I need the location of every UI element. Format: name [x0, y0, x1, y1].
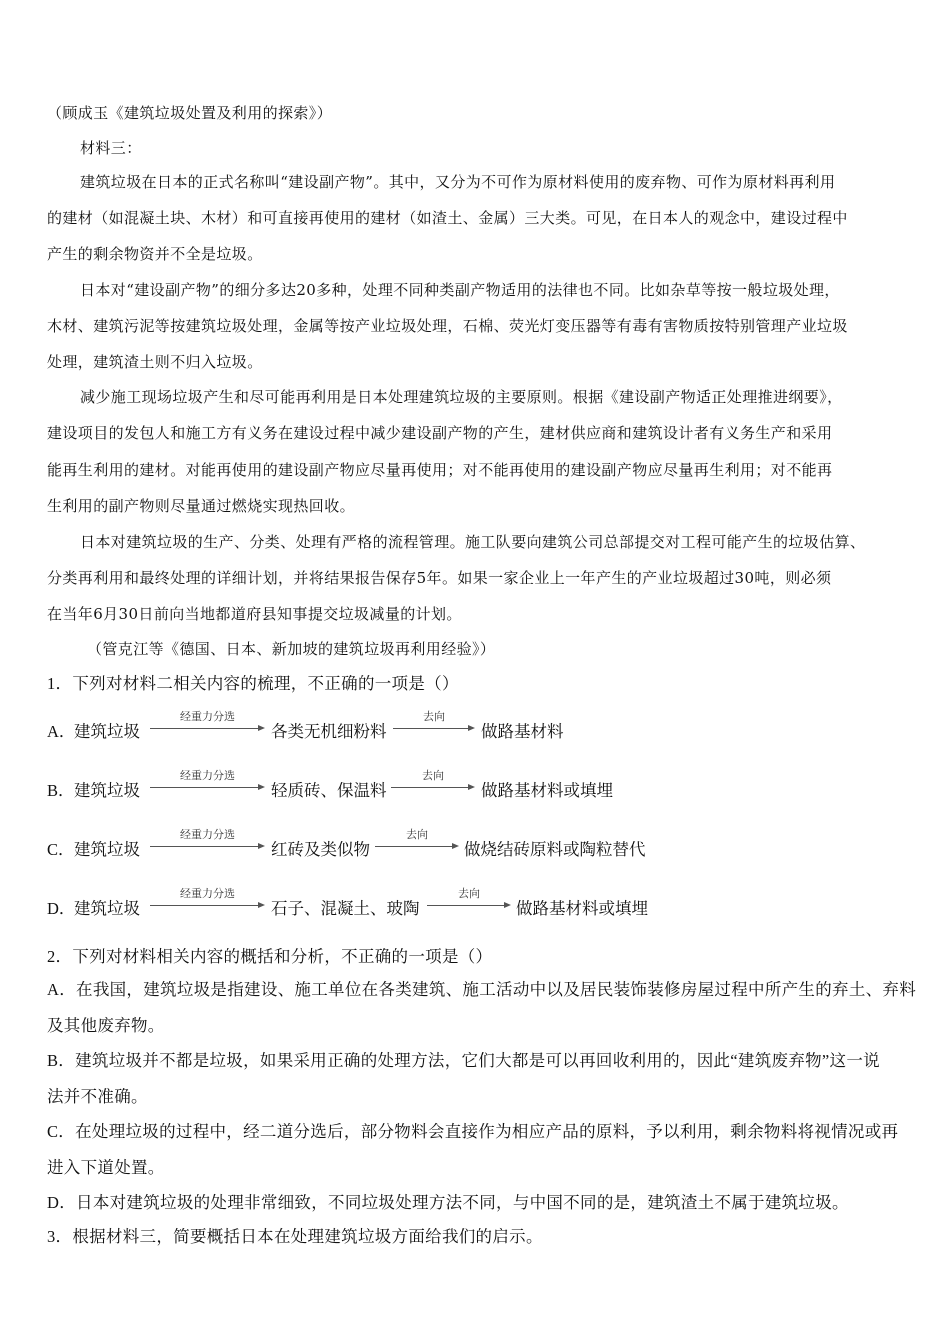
- q2-option-c[interactable]: C．在处理垃圾的过程中，经二道分选后，部分物料会直接作为相应产品的原料，予以利用，剩余物料将视情况或再: [47, 1122, 899, 1141]
- flow-arrow: [393, 708, 475, 738]
- q2-option-c-cont[interactable]: 进入下道处置。: [47, 1158, 165, 1177]
- paragraph-line: 建筑垃圾在日本的正式名称叫“建设副产物”。其中，又分为不可作为原材料使用的废弃物、可作为原材料再利用: [80, 173, 836, 191]
- q2-option-b[interactable]: B．建筑垃圾并不都是垃圾，如果采用正确的处理方法，它们大都是可以再回收利用的，因此“建筑废弃物”这一说: [47, 1051, 880, 1070]
- paragraph-line: 减少施工现场垃圾产生和尽可能再利用是日本处理建筑垃圾的主要原则。根据《建设副产物适正处理推进纲要》，: [80, 388, 843, 406]
- flow-arrow-label: 去向: [458, 887, 480, 900]
- paragraph-line: 木材、建筑污泥等按建筑垃圾处理，金属等按产业垃圾处理，石棉、荧光灯变压器等有毒有害物质按特别管理产业垃圾: [47, 317, 848, 335]
- arrow-head-icon: [452, 843, 459, 849]
- q2-option-b-cont[interactable]: 法并不准确。: [47, 1087, 148, 1106]
- paragraph-line: 处理，建筑渣土则不归入垃圾。: [47, 353, 263, 371]
- option-letter: A．: [47, 722, 76, 741]
- arrow-line: [150, 787, 259, 788]
- flow-start: 建筑垃圾: [74, 840, 140, 859]
- paragraph-line: 在当年6月30日前向当地都道府县知事提交垃圾减量的计划。: [47, 605, 462, 623]
- paragraph-line: 生利用的副产物则尽量通过燃烧实现热回收。: [47, 497, 356, 515]
- arrow-head-icon: [258, 843, 265, 849]
- flow-mid: 红砖及类似物: [271, 840, 370, 859]
- flow-arrow: [150, 767, 265, 797]
- option-letter: C．: [47, 840, 75, 859]
- flow-arrow-label: 经重力分选: [180, 710, 235, 723]
- arrow-line: [393, 728, 469, 729]
- flow-end: 做路基材料或填埋: [481, 781, 613, 800]
- flow-arrow-label: 经重力分选: [180, 887, 235, 900]
- question-2-stem: 2．下列对材料相关内容的概括和分析，不正确的一项是（）: [47, 947, 493, 966]
- flow-mid: 各类无机细粉料: [271, 722, 387, 741]
- paragraph-line: 建设项目的发包人和施工方有义务在建设过程中减少建设副产物的产生，建材供应商和建筑设计者有义务生产和采用: [47, 424, 833, 442]
- flow-arrow: [150, 885, 265, 915]
- flow-start: 建筑垃圾: [74, 899, 140, 918]
- arrow-line: [427, 905, 505, 906]
- source-citation-2: （顾成玉《建筑垃圾处置及利用的探索》）: [47, 104, 333, 122]
- flow-end: 做烧结砖原料或陶粒替代: [464, 840, 646, 859]
- flow-start: 建筑垃圾: [74, 781, 140, 800]
- arrow-head-icon: [504, 902, 511, 908]
- question-1-stem: 1．下列对材料二相关内容的梳理，不正确的一项是（）: [47, 674, 459, 693]
- flow-arrow-label: 经重力分选: [180, 828, 235, 841]
- arrow-line: [375, 846, 453, 847]
- flow-arrow-label: 去向: [406, 828, 428, 841]
- arrow-line: [150, 846, 259, 847]
- flow-arrow: [391, 767, 475, 797]
- arrow-line: [150, 728, 259, 729]
- paragraph-line: 分类再利用和最终处理的详细计划，并将结果报告保存5年。如果一家企业上一年产生的产业垃圾超过30吨，则必须: [47, 569, 832, 587]
- arrow-line: [391, 787, 469, 788]
- arrow-head-icon: [468, 784, 475, 790]
- paragraph-line: 日本对“建设副产物”的细分多达20多种，处理不同种类副产物适用的法律也不同。比如杂草等按一般垃圾处理，: [80, 281, 840, 299]
- q2-option-a[interactable]: A．在我国，建筑垃圾是指建设、施工单位在各类建筑、施工活动中以及居民装饰装修房屋过程中所产生的弃土、弃料: [47, 980, 917, 999]
- q2-option-a-cont[interactable]: 及其他废弃物。: [47, 1016, 165, 1035]
- flow-arrow: [375, 826, 459, 856]
- flow-arrow-label: 经重力分选: [180, 769, 235, 782]
- flow-arrow: [150, 826, 265, 856]
- source-citation-3: （管克江等《德国、日本、新加坡的建筑垃圾再利用经验》）: [87, 640, 496, 658]
- paragraph-line: 能再生利用的建材。对能再使用的建设副产物应尽量再使用；对不能再使用的建设副产物应尽量再生利用；对不能再: [47, 461, 833, 479]
- arrow-line: [150, 905, 259, 906]
- paragraph-line: 的建材（如混凝土块、木材）和可直接再使用的建材（如渣土、金属）三大类。可见，在日本人的观念中，建设过程中: [47, 209, 848, 227]
- flow-arrow: [150, 708, 265, 738]
- flow-end: 做路基材料或填埋: [516, 899, 648, 918]
- option-letter: D．: [47, 899, 76, 918]
- flow-end: 做路基材料: [481, 722, 564, 741]
- flow-arrow-label: 去向: [422, 769, 444, 782]
- question-3-stem: 3．根据材料三，简要概括日本在处理建筑垃圾方面给我们的启示。: [47, 1227, 543, 1246]
- q2-option-d[interactable]: D．日本对建筑垃圾的处理非常细致，不同垃圾处理方法不同，与中国不同的是，建筑渣土不属于建筑垃圾。: [47, 1193, 849, 1212]
- arrow-head-icon: [468, 725, 475, 731]
- flow-mid: 石子、混凝土、玻陶: [271, 899, 420, 918]
- flow-arrow-label: 去向: [423, 710, 445, 723]
- paragraph-line: 产生的剩余物资并不全是垃圾。: [47, 245, 263, 263]
- arrow-head-icon: [258, 725, 265, 731]
- flow-start: 建筑垃圾: [74, 722, 140, 741]
- arrow-head-icon: [258, 784, 265, 790]
- paragraph-line: 日本对建筑垃圾的生产、分类、处理有严格的流程管理。施工队要向建筑公司总部提交对工程可能产生的垃圾估算、: [80, 533, 866, 551]
- flow-mid: 轻质砖、保温料: [271, 781, 387, 800]
- option-letter: B．: [47, 781, 75, 800]
- flow-arrow: [427, 885, 511, 915]
- arrow-head-icon: [258, 902, 265, 908]
- material-three-heading: 材料三：: [80, 139, 142, 157]
